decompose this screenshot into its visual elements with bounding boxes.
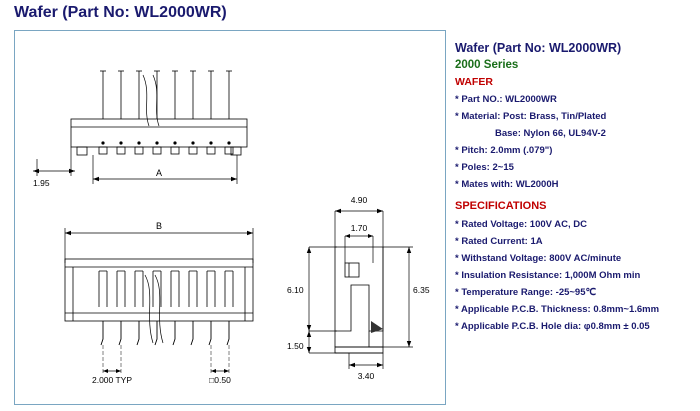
spec-title: Wafer (Part No: WL2000WR) bbox=[455, 41, 622, 55]
page-title: Wafer (Part No: WL2000WR) bbox=[14, 4, 227, 21]
spec-item-mates-with: * Mates with: WL2000H bbox=[455, 179, 559, 190]
dimension-B bbox=[65, 228, 253, 263]
spec-withstand-voltage: * Withstand Voltage: 800V AC/minute bbox=[455, 253, 622, 264]
dim-050-label: □0.50 bbox=[209, 375, 231, 385]
spec-item-material: * Material: Post: Brass, Tin/Plated bbox=[455, 111, 607, 122]
top-view bbox=[71, 71, 247, 155]
dim-B-label: B bbox=[155, 221, 163, 231]
dimension-050 bbox=[211, 369, 229, 373]
dim-490-label: 4.90 bbox=[350, 195, 368, 205]
spec-series: 2000 Series bbox=[455, 59, 519, 71]
drawing-panel bbox=[14, 30, 446, 405]
dimension-1-95 bbox=[33, 147, 75, 176]
spec-pcb-thickness: * Applicable P.C.B. Thickness: 0.8mm~1.6mm bbox=[455, 304, 660, 315]
spec-insulation-resistance: * Insulation Resistance: 1,000M Ohm min bbox=[455, 270, 641, 281]
dimension-170 bbox=[345, 234, 373, 263]
dimension-610 bbox=[307, 247, 337, 331]
spec-type: WAFER bbox=[455, 76, 493, 88]
spec-rated-voltage: * Rated Voltage: 100V AC, DC bbox=[455, 219, 587, 230]
dim-635-label: 6.35 bbox=[413, 285, 430, 295]
dimension-340 bbox=[349, 353, 383, 369]
dim-A-label: A bbox=[155, 168, 163, 178]
spec-item-pitch: * Pitch: 2.0mm (.079") bbox=[455, 145, 553, 156]
spec-item-part-no: * Part NO.: WL2000WR bbox=[455, 94, 557, 105]
spec-item-poles: * Poles: 2~15 bbox=[455, 162, 514, 173]
dim-195-label: 1.95 bbox=[33, 178, 50, 188]
dim-610-label: 6.10 bbox=[287, 285, 304, 295]
dimension-A bbox=[93, 155, 237, 184]
specifications-header: SPECIFICATIONS bbox=[455, 200, 547, 212]
front-view bbox=[65, 259, 253, 375]
dimension-150 bbox=[307, 331, 337, 353]
spec-pcb-hole-dia: * Applicable P.C.B. Hole dia: φ0.8mm ± 0.05 bbox=[455, 321, 650, 332]
dim-150-label: 1.50 bbox=[287, 341, 304, 351]
dimension-2000-typ bbox=[103, 369, 121, 373]
side-view bbox=[335, 247, 383, 353]
technical-drawing bbox=[15, 31, 445, 404]
dim-170-label: 1.70 bbox=[350, 223, 368, 233]
specification-panel bbox=[455, 30, 695, 408]
spec-temperature-range: * Temperature Range: -25~95℃ bbox=[455, 287, 597, 298]
dim-2000typ-label: 2.000 TYP bbox=[91, 375, 133, 385]
dimension-635 bbox=[383, 247, 413, 347]
dim-340-label: 3.40 bbox=[357, 371, 375, 381]
spec-rated-current: * Rated Current: 1A bbox=[455, 236, 543, 247]
spec-item-base: Base: Nylon 66, UL94V-2 bbox=[495, 128, 606, 139]
